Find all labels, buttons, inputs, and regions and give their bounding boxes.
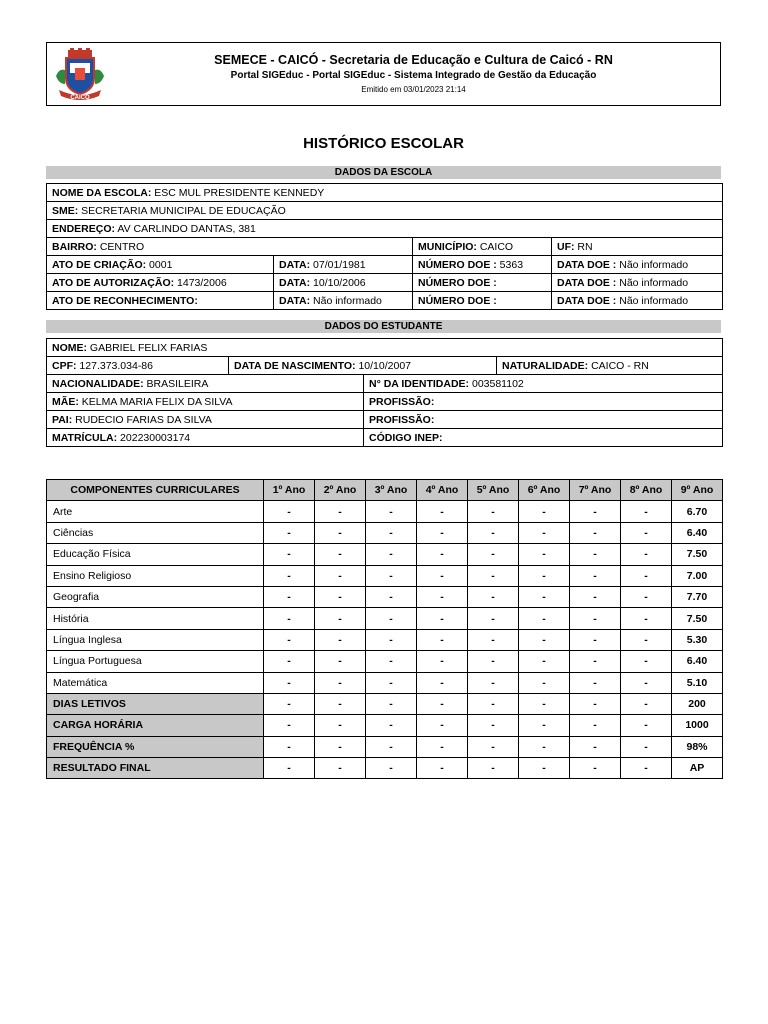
grade-cell: - (519, 501, 570, 522)
subject-name-cell: Ciências (47, 522, 264, 543)
column-header-year: 4º Ano (417, 480, 468, 501)
field-value: RUDECIO FARIAS DA SILVA (75, 413, 212, 426)
grade-cell: - (621, 565, 672, 586)
grade-cell: 7.70 (672, 586, 723, 607)
grade-cell: - (417, 608, 468, 629)
grade-cell: - (315, 672, 366, 693)
grade-cell: - (519, 608, 570, 629)
grade-cell: - (366, 544, 417, 565)
field-label: NACIONALIDADE: (52, 377, 144, 390)
table-row (47, 736, 723, 757)
field-label: ATO DE CRIAÇÃO: (52, 258, 147, 271)
numero-doe-cell (413, 256, 552, 274)
field-value: 5363 (499, 258, 524, 271)
grade-cell: AP (672, 758, 723, 779)
grade-cell: - (366, 629, 417, 650)
grades-table (46, 479, 723, 779)
grade-cell: - (621, 586, 672, 607)
grade-cell: - (315, 522, 366, 543)
table-row (47, 274, 723, 292)
grade-cell: 6.40 (672, 651, 723, 672)
grade-cell: - (417, 522, 468, 543)
table-row (47, 522, 723, 543)
school-info-table (46, 183, 723, 310)
field-label: ATO DE AUTORIZAÇÃO: (52, 276, 175, 289)
grade-cell: - (417, 672, 468, 693)
grade-cell: - (468, 608, 519, 629)
grade-cell: 200 (672, 693, 723, 714)
field-label: NOME: (52, 341, 87, 354)
grade-cell: 5.30 (672, 629, 723, 650)
field-label: DATA DOE : (557, 258, 617, 271)
field-label: ATO DE RECONHECIMENTO: (52, 294, 198, 307)
grade-cell: - (264, 736, 315, 757)
table-row (47, 586, 723, 607)
grade-cell: - (468, 693, 519, 714)
grade-cell: - (264, 608, 315, 629)
data-doe-cell (552, 256, 723, 274)
grade-cell: - (264, 629, 315, 650)
grade-cell: - (519, 522, 570, 543)
grade-cell: - (315, 736, 366, 757)
grade-cell: - (519, 693, 570, 714)
field-label: PAI: (52, 413, 73, 426)
column-header-year: 8º Ano (621, 480, 672, 501)
field-value: 07/01/1981 (313, 258, 366, 271)
grade-cell: - (519, 736, 570, 757)
table-row (47, 429, 723, 447)
grade-cell: - (621, 522, 672, 543)
grade-cell: - (519, 651, 570, 672)
father-cell (47, 411, 364, 429)
table-row (47, 292, 723, 310)
grade-cell: - (315, 544, 366, 565)
grade-cell: - (570, 736, 621, 757)
grade-cell: - (417, 651, 468, 672)
grade-cell: 7.00 (672, 565, 723, 586)
grade-cell: - (519, 758, 570, 779)
field-value: CAICO - RN (591, 359, 649, 372)
grade-cell: - (417, 629, 468, 650)
caico-coat-of-arms-logo (53, 48, 107, 102)
column-header-year: 9º Ano (672, 480, 723, 501)
document-header (46, 42, 721, 106)
field-label: DATA: (279, 294, 311, 307)
grade-cell: - (519, 565, 570, 586)
grade-cell: - (417, 501, 468, 522)
grade-cell: - (468, 565, 519, 586)
data-criacao-cell (274, 256, 413, 274)
grade-cell: - (264, 693, 315, 714)
field-value: BRASILEIRA (146, 377, 209, 390)
field-label: DATA DE NASCIMENTO: (234, 359, 356, 372)
grade-cell: 98% (672, 736, 723, 757)
grade-cell: - (315, 608, 366, 629)
grade-cell: - (519, 715, 570, 736)
field-label: DATA: (279, 276, 311, 289)
field-label: ENDEREÇO: (52, 222, 116, 235)
subject-name-cell: DIAS LETIVOS (47, 693, 264, 714)
matricula-cell (47, 429, 364, 447)
table-row (47, 220, 723, 238)
grade-cell: - (468, 522, 519, 543)
table-row (47, 357, 723, 375)
subject-name-cell: Arte (47, 501, 264, 522)
table-row (47, 501, 723, 522)
mother-cell (47, 393, 364, 411)
grade-cell: - (264, 522, 315, 543)
grade-cell: - (621, 693, 672, 714)
field-value: Não informado (619, 276, 689, 289)
grade-cell: - (417, 758, 468, 779)
grade-cell: - (468, 715, 519, 736)
grade-cell: - (621, 501, 672, 522)
field-value: Não informado (619, 294, 689, 307)
column-header-year: 2º Ano (315, 480, 366, 501)
field-value: 10/10/2006 (313, 276, 366, 289)
subject-name-cell: Língua Portuguesa (47, 651, 264, 672)
grade-cell: - (315, 651, 366, 672)
grade-cell: - (264, 758, 315, 779)
field-value: 10/10/2007 (358, 359, 412, 372)
nacionalidade-cell (47, 375, 364, 393)
field-label: UF: (557, 240, 575, 253)
numero-doe-cell (413, 274, 552, 292)
grade-cell: - (366, 758, 417, 779)
grade-cell: - (264, 715, 315, 736)
naturalidade-cell (497, 357, 723, 375)
grade-cell: - (468, 758, 519, 779)
grade-cell: - (468, 629, 519, 650)
data-doe-cell (552, 274, 723, 292)
field-value: SECRETARIA MUNICIPAL DE EDUCAÇÃO (81, 204, 286, 217)
field-label: PROFISSÃO: (369, 395, 435, 408)
grade-cell: - (264, 651, 315, 672)
table-row (47, 411, 723, 429)
grade-cell: - (417, 715, 468, 736)
table-row (47, 256, 723, 274)
ato-criacao-cell (47, 256, 274, 274)
father-profession-cell (364, 411, 723, 429)
grade-cell: - (264, 586, 315, 607)
table-row (47, 629, 723, 650)
grade-cell: - (366, 608, 417, 629)
identidade-cell (364, 375, 723, 393)
table-row (47, 608, 723, 629)
column-header-year: 3º Ano (366, 480, 417, 501)
grade-cell: - (366, 501, 417, 522)
grade-cell: - (621, 544, 672, 565)
grade-cell: - (621, 758, 672, 779)
field-label: NÚMERO DOE : (418, 276, 497, 289)
grade-cell: - (621, 715, 672, 736)
grade-cell: - (315, 501, 366, 522)
grade-cell: - (315, 565, 366, 586)
field-label: CÓDIGO INEP: (369, 431, 443, 444)
header-title: SEMECE - CAICÓ - Secretaria de Educação e Cultura de Caicó - RN (214, 53, 613, 67)
field-value: CAICO (479, 240, 514, 253)
grade-cell: - (315, 758, 366, 779)
grade-cell: 6.70 (672, 501, 723, 522)
grade-cell: - (366, 586, 417, 607)
ato-autorizacao-cell (47, 274, 274, 292)
numero-doe-cell (413, 292, 552, 310)
grade-cell: - (417, 586, 468, 607)
grade-cell: - (468, 736, 519, 757)
grade-cell: - (366, 715, 417, 736)
table-row (47, 184, 723, 202)
field-value: ESC MUL PRESIDENTE KENNEDY (154, 186, 325, 199)
grade-cell: - (570, 758, 621, 779)
grade-cell: - (417, 693, 468, 714)
field-value: 127.373.034-86 (79, 359, 153, 372)
subject-name-cell: Educação Física (47, 544, 264, 565)
grade-cell: - (468, 544, 519, 565)
subject-name-cell: FREQUÊNCIA % (47, 736, 264, 757)
grade-cell: 1000 (672, 715, 723, 736)
subject-name-cell: Matemática (47, 672, 264, 693)
subject-name-cell: Língua Inglesa (47, 629, 264, 650)
field-label: DATA: (279, 258, 311, 271)
field-value: 003581102 (471, 377, 524, 390)
subject-name-cell: História (47, 608, 264, 629)
table-row (47, 339, 723, 357)
field-label: N° DA IDENTIDADE: (369, 377, 470, 390)
field-value: 202230003174 (120, 431, 191, 444)
grade-cell: - (366, 693, 417, 714)
student-info-table-a (46, 338, 723, 375)
school-section-title: DADOS DA ESCOLA (46, 166, 721, 179)
sme-cell (47, 202, 723, 220)
data-autorizacao-cell (274, 274, 413, 292)
grade-cell: - (264, 544, 315, 565)
column-header-year: 1º Ano (264, 480, 315, 501)
grade-cell: - (570, 586, 621, 607)
header-subtitle: Portal SIGEduc - Portal SIGEduc - Sistema Integrado de Gestão da Educação (230, 70, 597, 81)
grade-cell: - (519, 629, 570, 650)
data-doe-cell (552, 292, 723, 310)
grade-cell: - (366, 736, 417, 757)
field-label: NATURALIDADE: (502, 359, 589, 372)
grade-cell: 5.10 (672, 672, 723, 693)
student-section-title: DADOS DO ESTUDANTE (46, 320, 721, 333)
municipio-cell (413, 238, 552, 256)
table-row (47, 393, 723, 411)
mother-profession-cell (364, 393, 723, 411)
field-label: MUNICÍPIO: (418, 240, 477, 253)
grade-cell: - (570, 672, 621, 693)
grade-cell: - (468, 501, 519, 522)
grade-cell: - (315, 715, 366, 736)
student-info-table-b (46, 374, 723, 447)
field-label: PROFISSÃO: (369, 413, 435, 426)
subject-name-cell: CARGA HORÁRIA (47, 715, 264, 736)
page-title: HISTÓRICO ESCOLAR (303, 135, 464, 152)
field-label: MATRÍCULA: (52, 431, 118, 444)
grade-cell: - (570, 608, 621, 629)
grade-cell: - (570, 715, 621, 736)
grade-cell: - (621, 672, 672, 693)
grade-cell: 7.50 (672, 544, 723, 565)
table-row (47, 375, 723, 393)
field-value: Não informado (313, 294, 382, 307)
grade-cell: - (264, 672, 315, 693)
field-value: GABRIEL FELIX FARIAS (89, 341, 208, 354)
grade-cell: - (570, 651, 621, 672)
cpf-cell (47, 357, 229, 375)
grade-cell: - (366, 565, 417, 586)
column-header-year: 6º Ano (519, 480, 570, 501)
grade-cell: - (417, 736, 468, 757)
grade-cell: - (417, 565, 468, 586)
grade-cell: - (264, 501, 315, 522)
field-value: 1473/2006 (177, 276, 227, 289)
field-label: CPF: (52, 359, 77, 372)
field-label: NÚMERO DOE : (418, 258, 497, 271)
table-row (47, 758, 723, 779)
field-value: RN (577, 240, 593, 253)
ato-reconhecimento-cell (47, 292, 274, 310)
table-row (47, 238, 723, 256)
grade-cell: - (570, 501, 621, 522)
grade-cell: - (570, 629, 621, 650)
grade-cell: - (366, 672, 417, 693)
table-row (47, 693, 723, 714)
bairro-cell (47, 238, 413, 256)
grade-cell: - (570, 693, 621, 714)
column-header-year: 7º Ano (570, 480, 621, 501)
field-value: AV CARLINDO DANTAS, 381 (117, 222, 256, 235)
grade-cell: - (366, 522, 417, 543)
grade-cell: - (366, 651, 417, 672)
grade-cell: 7.50 (672, 608, 723, 629)
grade-cell: - (468, 586, 519, 607)
grade-cell: - (570, 565, 621, 586)
table-row (47, 715, 723, 736)
grade-cell: 6.40 (672, 522, 723, 543)
issued-date: Emitido em 03/01/2023 21:14 (361, 85, 466, 94)
grade-cell: - (519, 586, 570, 607)
grade-cell: - (621, 736, 672, 757)
table-row (47, 651, 723, 672)
table-row (47, 544, 723, 565)
inep-cell (364, 429, 723, 447)
grades-header-row (47, 480, 723, 501)
logo-banner-text: CAICÓ (70, 95, 90, 101)
subject-name-cell: Geografia (47, 586, 264, 607)
grade-cell: - (621, 629, 672, 650)
field-value: Não informado (619, 258, 689, 271)
table-row (47, 202, 723, 220)
field-value: CENTRO (99, 240, 145, 253)
field-label: MÃE: (52, 395, 79, 408)
table-row (47, 672, 723, 693)
grade-cell: - (417, 544, 468, 565)
grade-cell: - (570, 522, 621, 543)
subject-name-cell: Ensino Religioso (47, 565, 264, 586)
field-label: DATA DOE : (557, 276, 617, 289)
student-name-cell (47, 339, 723, 357)
grade-cell: - (315, 693, 366, 714)
school-name-cell (47, 184, 723, 202)
grade-cell: - (621, 608, 672, 629)
grade-cell: - (519, 544, 570, 565)
address-cell (47, 220, 723, 238)
field-label: BAIRRO: (52, 240, 97, 253)
grade-cell: - (264, 565, 315, 586)
grade-cell: - (621, 651, 672, 672)
field-value: KELMA MARIA FELIX DA SILVA (81, 395, 233, 408)
data-reconhecimento-cell (274, 292, 413, 310)
column-header-components: COMPONENTES CURRICULARES (47, 480, 264, 501)
uf-cell (552, 238, 723, 256)
grade-cell: - (315, 586, 366, 607)
birthdate-cell (229, 357, 497, 375)
grade-cell: - (519, 672, 570, 693)
grade-cell: - (468, 651, 519, 672)
field-label: SME: (52, 204, 79, 217)
subject-name-cell: RESULTADO FINAL (47, 758, 264, 779)
field-label: DATA DOE : (557, 294, 617, 307)
column-header-year: 5º Ano (468, 480, 519, 501)
field-label: NÚMERO DOE : (418, 294, 497, 307)
field-label: NOME DA ESCOLA: (52, 186, 152, 199)
grade-cell: - (315, 629, 366, 650)
grade-cell: - (468, 672, 519, 693)
field-value: 0001 (149, 258, 173, 271)
table-row (47, 565, 723, 586)
grade-cell: - (570, 544, 621, 565)
